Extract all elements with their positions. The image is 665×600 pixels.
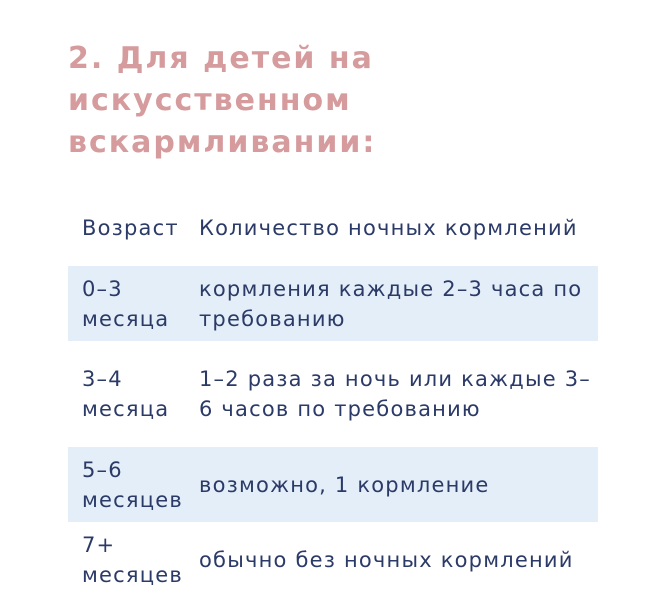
table-row <box>68 266 598 341</box>
section-heading: 2. Для детей на искусственном вскармливании: <box>68 41 377 160</box>
age-cell: 7+ месяцев <box>82 533 183 587</box>
age-cell: 0–3 месяца <box>82 276 170 331</box>
age-cell: 3–4 месяца <box>82 367 170 421</box>
feedings-cell: 1–2 раза за ночь или каждые 3–6 часов по требованию <box>199 367 591 421</box>
feedings-column-header: Количество ночных кормлений <box>199 216 578 240</box>
night-feeding-table <box>68 190 598 598</box>
age-cell: 5–6 месяцев <box>82 457 183 512</box>
feedings-cell: кормления каждые 2–3 часа по требованию <box>199 276 583 331</box>
table-header-row <box>68 190 598 266</box>
table-row <box>68 447 598 522</box>
age-column-header: Возраст <box>82 216 179 240</box>
table-row <box>68 522 598 598</box>
feedings-cell: обычно без ночных кормлений <box>199 548 574 572</box>
table-row <box>68 341 598 447</box>
feedings-cell: возможно, 1 кормление <box>199 472 490 497</box>
